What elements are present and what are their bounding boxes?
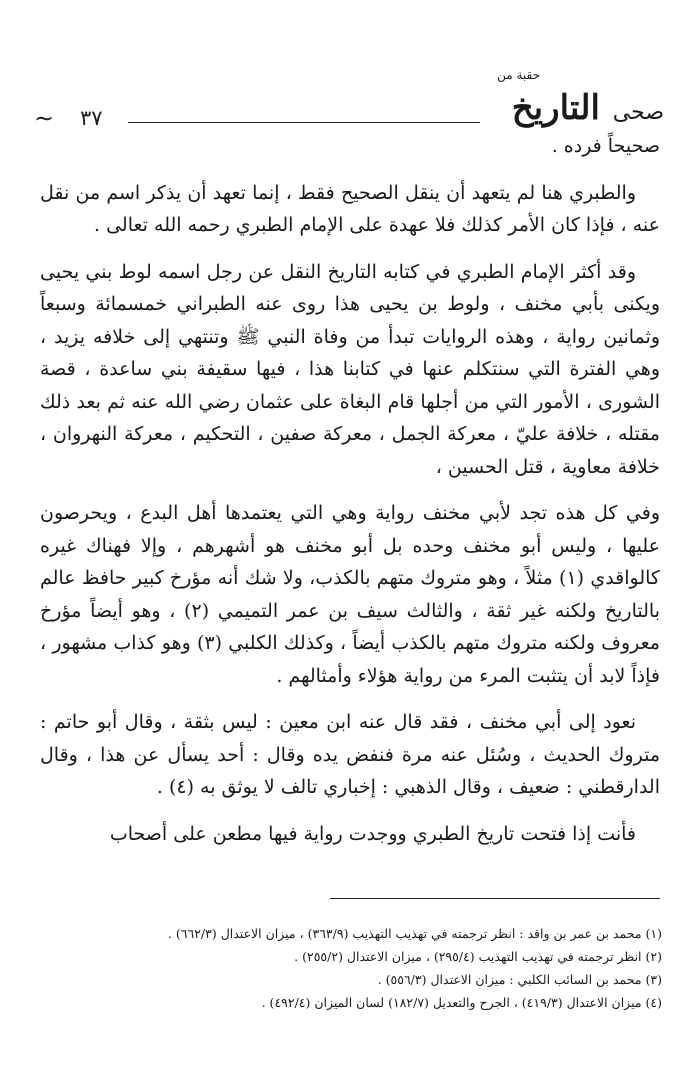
paragraph: والطبري هنا لم يتعهد أن ينقل الصحيح فقط ، إنما تعهد أن يذكر اسم من نقل عنه ، فإذا كان الأمر كذلك فلا عهدة على الإمام الطبري رحمه الله تعالى . [40, 181, 660, 236]
footnote-rule [330, 898, 660, 899]
footnote-item: (١) محمد بن عمر بن واقد : انظر ترجمته في تهذيب التهذيب (٣٦٣/٩) ، ميزان الاعتدال (٦٦٢/٣) . [167, 926, 662, 941]
header-ornament-right: صحی [612, 100, 664, 125]
book-subtitle: حقبة من [497, 68, 540, 82]
paragraph: نعود إلى أبي مخنف ، فقد قال عنه ابن معين : ليس بثقة ، وقال أبو حاتم : متروك الحديث ، وسُئل عنه مرة فنفض يده وقال : أحد يسأل عن هذا ، وقال الدارقطني : ضعيف ، وقال الذهبي : إخباري تالف لا يوثق به (٤) . [40, 711, 660, 798]
footnote-item: (٢) انظر ترجمته في تهذيب التهذيب (٢٩٥/٤) ، ميزان الاعتدال (٢٥٥/٢) . [294, 949, 662, 964]
book-title: التاريخ [511, 88, 600, 128]
paragraph-continuation: صحيحاً فرده . [551, 135, 660, 157]
paragraph: فأنت إذا فتحت تاريخ الطبري ووجدت رواية فيها مطعن على أصحاب [109, 822, 636, 845]
page-header [28, 64, 670, 130]
main-text [40, 130, 660, 850]
header-rule [128, 122, 480, 123]
footnote-item: (٣) محمد بن السائب الكلبي : ميزان الاعتدال (٥٥٦/٣) . [377, 972, 662, 987]
paragraph: وفي كل هذه تجد لأبي مخنف رواية وهي التي يعتمدها أهل البدع ، ويحرصون عليها ، وليس أبو مخنف وحده بل أبو مخنف هو أشهرهم ، وإلا فهناك غيره كالواقدي (١) مثلاً ، وهو متروك متهم بالكذب، ولا شك أنه مؤرخ كبير حافظ عالم بالتاريخ ولكنه غير ثقة ، والثالث سيف بن عمر التميمي (٢) ، وهو أيضاً مؤرخ معروف ولكنه متروك متهم بالكذب أيضاً ، وكذلك الكلبي (٣) وهو كذاب مشهور ، فإذاً لابد أن يتثبت المرء من رواية هؤلاء وأمثالهم . [40, 502, 660, 687]
footnotes [60, 922, 662, 1014]
header-ornament-left: ∼ [34, 104, 55, 132]
paragraph: وقد أكثر الإمام الطبري في كتابه التاريخ النقل عن رجل اسمه لوط بني يحيى ويكنى بأبي مخنف ، ولوط بن يحيى هذا روى عنه الطبراني خمسمائة وسبعاً وثمانين رواية ، وهذه الروايات تبدأ من وفاة النبي ﷺ وتنتهي إلى خلافه يزيد ، وهي الفترة التي سنتكلم عنها في كتابنا هذا ، فيها سقيفة بني ساعدة ، قصة الشورى ، الأمور التي من أجلها قام البغاة على عثمان رضي الله عنه ثم بعد ذلك مقتله ، خلافة عليّ ، معركة الجمل ، معركة صفين ، التحكيم ، معركة النهروان ، خلافة معاوية ، قتل الحسين ، [40, 260, 661, 478]
footnote-item: (٤) ميزان الاعتدال (٤١٩/٣) ، الجرح والتعديل (١٨٢/٧) لسان الميزان (٤٩٢/٤) . [261, 995, 662, 1010]
page-number: ٣٧ [80, 106, 103, 130]
